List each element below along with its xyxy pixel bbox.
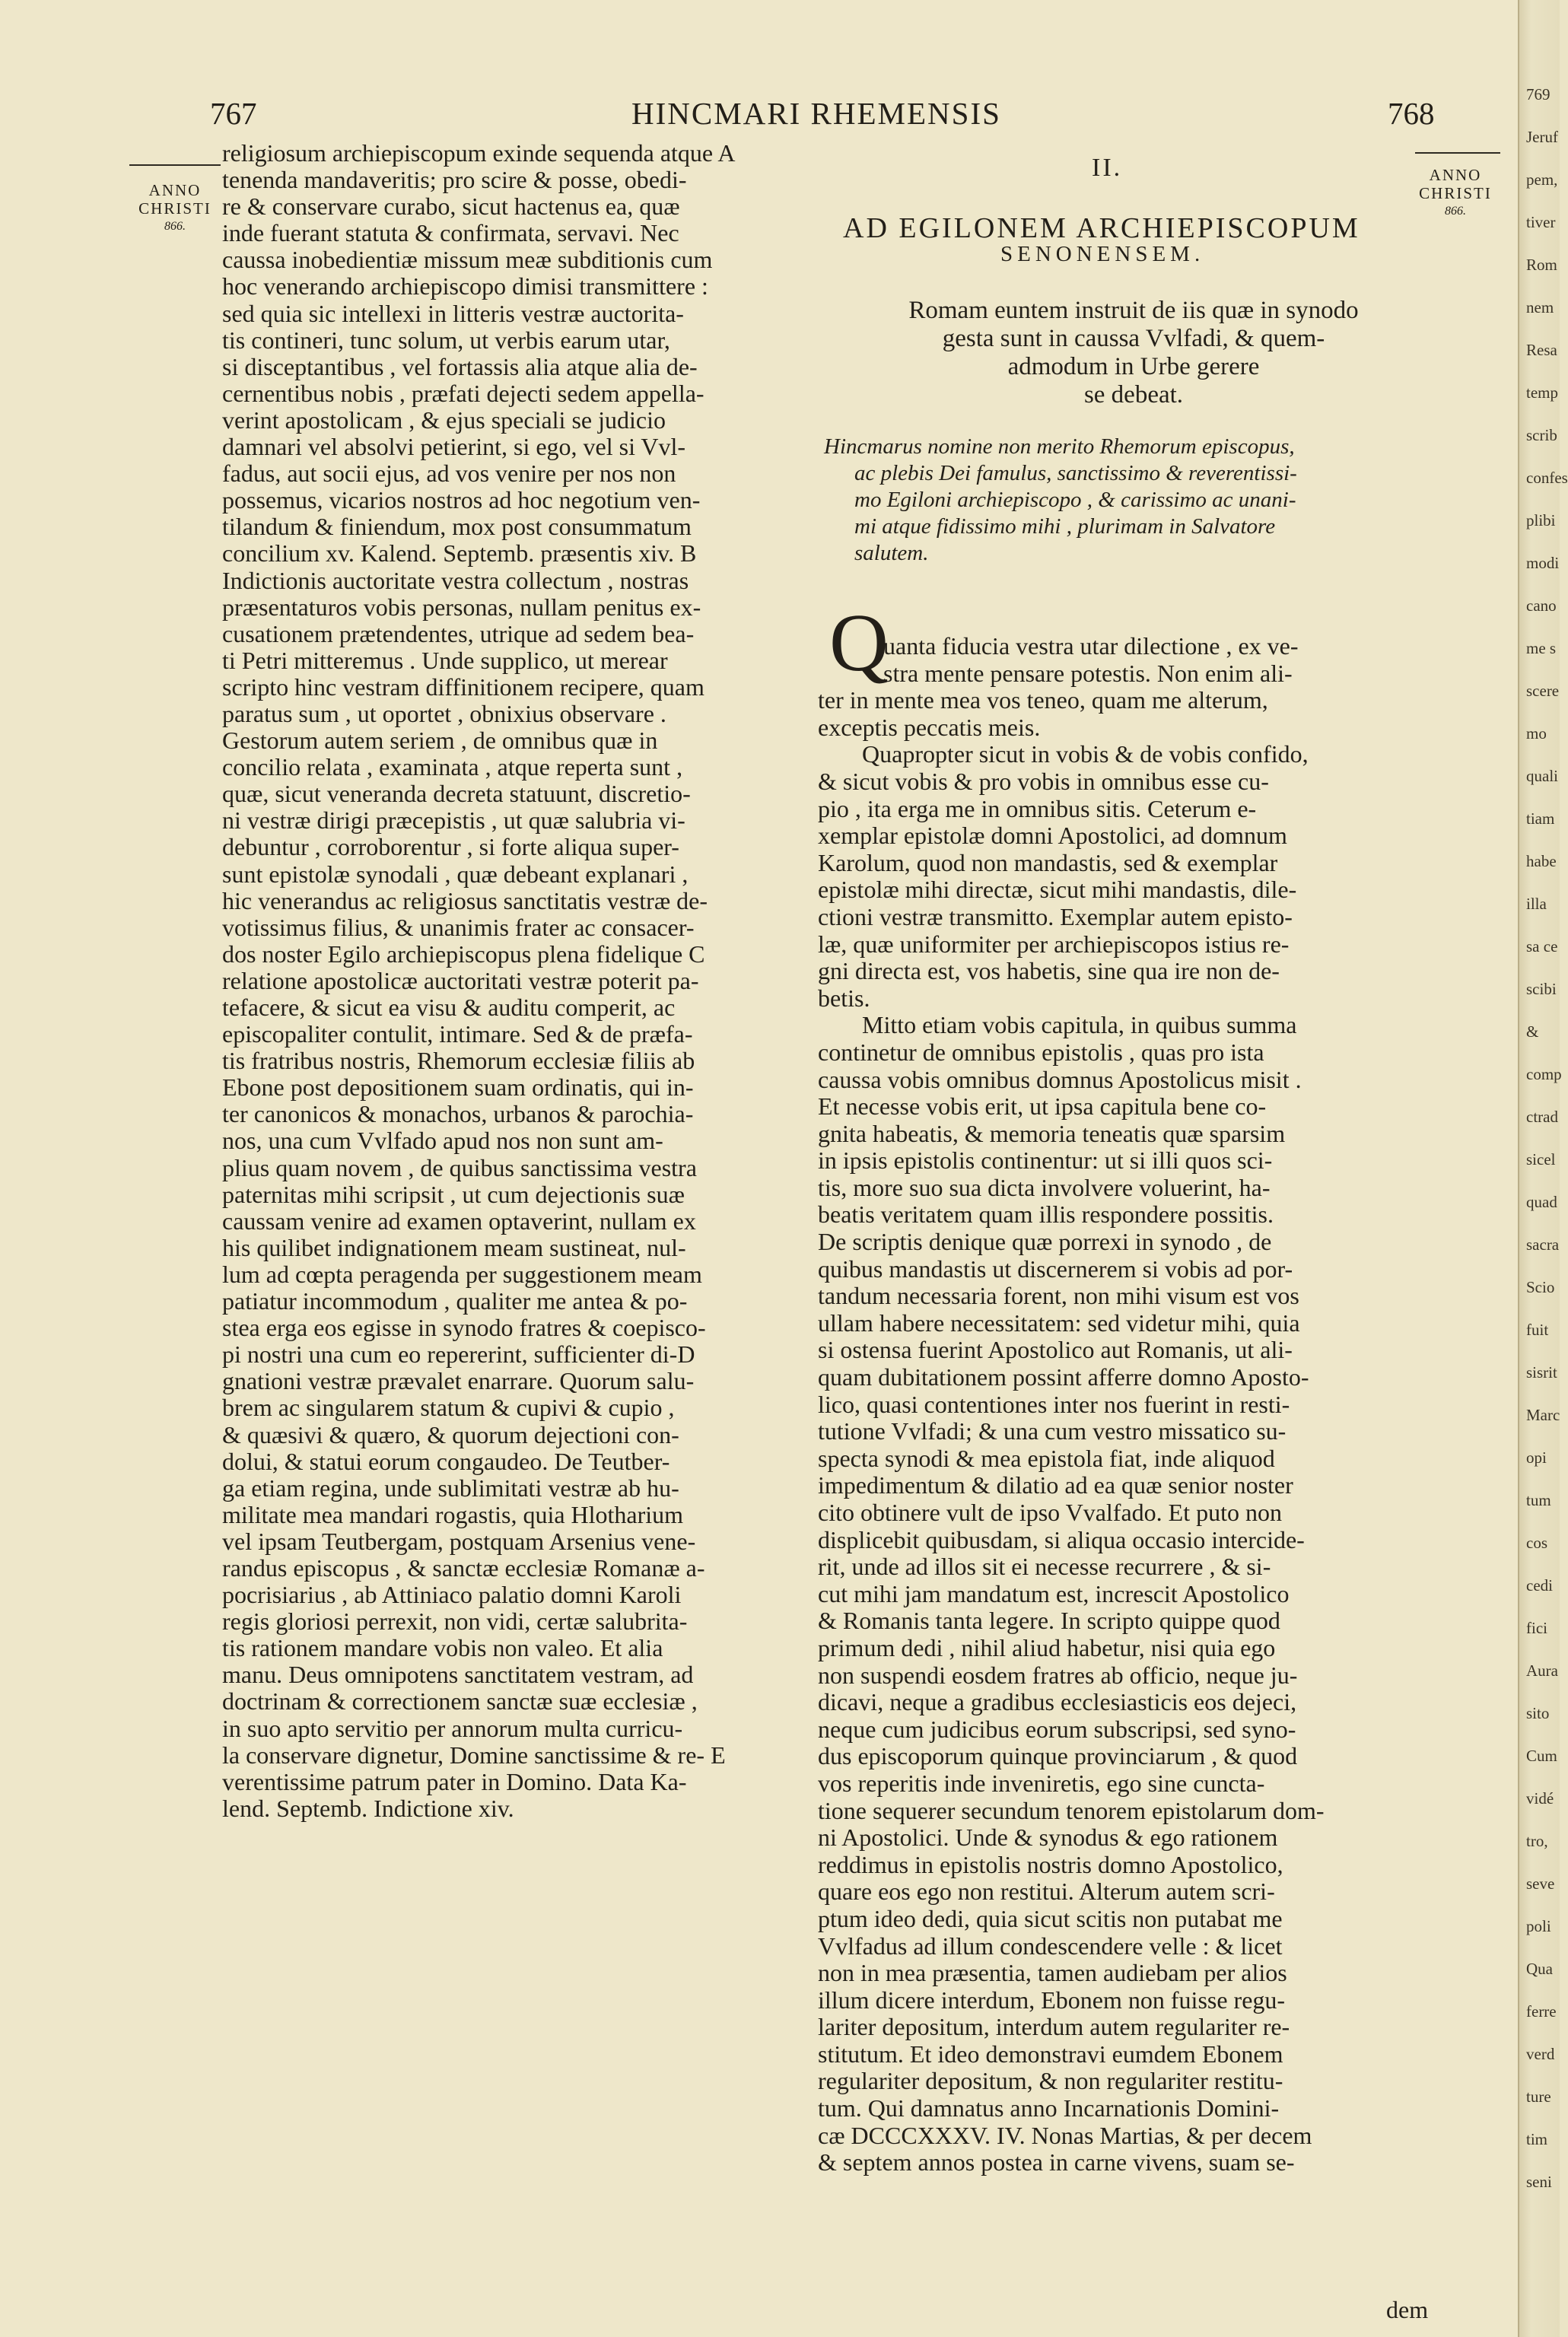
text-line: lend. Septemb. Indictione xiv. <box>222 1794 514 1822</box>
text-line: displicebit quibusdam, si aliqua occasio intercide- <box>818 1525 1305 1553</box>
text-line: tilandum & finiendum, mox post consummatum <box>222 513 692 541</box>
text-line: impedimentum & dilatio ad ea quæ senior noster <box>818 1471 1293 1499</box>
text-line: & Romanis tanta legere. In scripto quippe quod <box>818 1607 1280 1635</box>
text-line: paternitas mihi scripsit , ut cum dejectionis suæ <box>222 1180 685 1208</box>
edge-fragment: sacra <box>1526 1235 1560 1254</box>
margin-anno: ANNO <box>1429 166 1482 184</box>
text-line: possemus, vicarios nostros ad hoc negotium ven- <box>222 486 701 514</box>
text-line: Vvlfadus ad illum condescendere velle : & licet <box>818 1932 1283 1960</box>
text-line: ter canonicos & monachos, urbanos & parochia- <box>222 1100 694 1128</box>
text-line: in suo apto servitio per annorum multa curricu- <box>222 1714 683 1742</box>
edge-fragment: tim <box>1526 2130 1548 2148</box>
text-line: Gestorum autem seriem , de omnibus quæ in <box>222 727 658 755</box>
edge-fragment: Aura <box>1526 1661 1558 1680</box>
text-line: tis, more suo sua dicta involvere voluerint, ha- <box>818 1173 1271 1201</box>
text-line: pi nostri una cum eo repererint, sufficienter di-D <box>222 1340 695 1369</box>
text-line: Et necesse vobis erit, ut ipsa capitula bene co- <box>818 1092 1267 1121</box>
salutation-line: mi atque fidissimo mihi , plurimam in Salvatore <box>854 514 1276 539</box>
margin-rule-right <box>1415 152 1500 154</box>
edge-fragment: Marc <box>1526 1406 1560 1424</box>
summary-line: gesta sunt in caussa Vvlfadi, & quem- <box>942 325 1325 352</box>
edge-fragment: illa <box>1526 895 1547 913</box>
edge-fragment: seni <box>1526 2173 1552 2191</box>
text-line: non in mea præsentia, tamen audiebam per alios <box>818 1959 1287 1987</box>
edge-fragment: quad <box>1526 1193 1557 1211</box>
edge-fragment: habe <box>1526 852 1557 870</box>
edge-fragment: temp <box>1526 383 1558 402</box>
text-line: quibus mandastis ut discernerem si vobis ad por- <box>818 1254 1293 1283</box>
edge-fragment: verd <box>1526 2045 1555 2063</box>
text-line: ti Petri mitteremus . Unde supplico, ut merear <box>222 646 668 674</box>
text-line: epistolæ mihi directæ, sicut mihi mandastis, dile- <box>818 876 1297 904</box>
running-head-title: HINCMARI RHEMENSIS <box>631 96 1001 131</box>
summary-line: se debeat. <box>1083 381 1184 409</box>
margin-note-right <box>1414 166 1497 221</box>
edge-fragment: cano <box>1526 596 1557 615</box>
text-line: non suspendi eosdem fratres ab officio, neque ju- <box>818 1661 1298 1689</box>
text-line: paratus sum , ut oportet , obnixius observare . <box>222 699 666 727</box>
edge-fragment: comp <box>1526 1065 1562 1083</box>
text-line: tum. Qui damnatus anno Incarnationis Domini- <box>818 2094 1280 2122</box>
text-line: specta synodi & mea epistola fiat, inde aliquod <box>818 1444 1275 1472</box>
text-line: exceptis peccatis meis. <box>818 713 1041 741</box>
edge-fragment: tiam <box>1526 809 1555 828</box>
section-title: AD EGILONEM ARCHIEPISCOPUM <box>843 212 1360 244</box>
left-text-column <box>222 140 814 1822</box>
edge-fragment: scibi <box>1526 980 1557 998</box>
text-line: la conservare dignetur, Domine sanctissime & re- E <box>222 1741 726 1769</box>
text-line: concilio relata , examinata , atque reperta sunt , <box>222 753 683 781</box>
text-line: fadus, aut socii ejus, ad vos venire per nos non <box>222 459 676 488</box>
text-line: sunt epistolæ synodali , quæ debeant explanari , <box>222 860 689 888</box>
text-line: & quæsivi & quæro, & quorum dejectioni con- <box>222 1420 679 1448</box>
edge-fragment: confes <box>1526 469 1568 487</box>
text-line: caussa inobedientiæ missum meæ subditionis cum <box>222 246 713 274</box>
page-number-left: 767 <box>210 96 257 131</box>
edge-fragment: Cum <box>1526 1747 1557 1765</box>
text-line: in ipsis epistolis continentur: ut si illi quos sci- <box>818 1146 1273 1175</box>
text-line: cernentibus nobis , præfati dejecti sedem appella- <box>222 379 704 407</box>
edge-fragment: cedi <box>1526 1576 1553 1595</box>
text-line: Mitto etiam vobis capitula, in quibus summa <box>862 1011 1297 1039</box>
edge-fragment: sicel <box>1526 1150 1556 1168</box>
edge-fragment: Resa <box>1526 341 1557 359</box>
text-line: damnari vel absolvi petierint, si ego, vel si Vvl- <box>222 433 686 461</box>
text-line: manu. Deus omnipotens sanctitatem vestram, ad <box>222 1661 694 1689</box>
text-line: concilium xv. Kalend. Septemb. præsentis xiv. B <box>222 539 697 568</box>
text-line: cito obtinere vult de ipso Vvalfado. Et puto non <box>818 1499 1282 1526</box>
text-line: regis gloriosi perrexit, non vidi, certæ salubrita- <box>222 1607 688 1636</box>
edge-fragment: scere <box>1526 682 1560 700</box>
text-line: si disceptantibus , vel fortassis alia atque alia de- <box>222 352 698 380</box>
text-line: lum ad cœpta peragenda per suggestionem meam <box>222 1260 702 1288</box>
text-line: gnationi vestræ prævalet enarrare. Quorum salu- <box>222 1367 695 1395</box>
salutation <box>824 434 1297 567</box>
text-line: Quapropter sicut in vobis & de vobis confido, <box>862 740 1309 768</box>
text-line: xemplar epistolæ domni Apostolici, ad domnum <box>818 822 1287 850</box>
margin-rule-left <box>129 164 221 166</box>
text-line: lariter depositum, interdum autem regulariter re- <box>818 2013 1290 2041</box>
text-line: dolui, & statui eorum congaudeo. De Teutber- <box>222 1447 670 1475</box>
catchword: dem <box>1386 2296 1429 2323</box>
text-line: Karolum, quod non mandastis, sed & exemplar <box>818 848 1278 876</box>
text-line: tione sequerer secundum tenorem epistolarum dom- <box>818 1796 1325 1824</box>
edge-fragment: Rom <box>1526 256 1557 274</box>
text-line: pocrisiarius , ab Attiniaco palatio domni Karoli <box>222 1581 682 1609</box>
text-line: ter in mente mea vos teneo, quam me alterum, <box>818 686 1268 714</box>
text-line: illum dicere interdum, Ebonem non fuisse regu- <box>818 1986 1286 2014</box>
text-line: ni Apostolici. Unde & synodus & ego rationem <box>818 1823 1278 1852</box>
text-line: ullam habere necessitatem: sed videtur mihi, quia <box>818 1308 1300 1337</box>
text-line: nos, una cum Vvlfado apud nos non sunt am- <box>222 1127 663 1155</box>
edge-fragment: sito <box>1526 1704 1550 1722</box>
section-subtitle: SENONENSEM. <box>1000 242 1205 266</box>
text-line: verentissime patrum pater in Domino. Data Ka- <box>222 1767 687 1795</box>
text-line: his quilibet indignationem meam sustineat, nul- <box>222 1233 686 1261</box>
salutation-line: ac plebis Dei famulus, sanctissimo & reverentissi- <box>854 461 1297 485</box>
margin-year: 866. <box>1445 205 1466 218</box>
edge-fragment: tiver <box>1526 213 1556 231</box>
salutation-line: salutem. <box>854 541 929 565</box>
text-line: quam dubitationem possint afferre domno Aposto- <box>818 1363 1309 1391</box>
text-line: debuntur , corroborentur , si forte aliqua super- <box>222 833 679 861</box>
text-line: dus episcoporum quinque provinciarum , & quod <box>818 1742 1298 1770</box>
edge-fragment: sisrit <box>1526 1363 1557 1382</box>
edge-fragment: opi <box>1526 1448 1547 1467</box>
edge-fragment: plibi <box>1526 511 1556 529</box>
text-line: & septem annos postea in carne vivens, suam se- <box>818 2148 1295 2176</box>
edge-fragment: Jeruf <box>1526 128 1558 146</box>
text-line: Indictionis auctoritate vestra collectum , nostras <box>222 566 689 594</box>
text-line: re & conservare curabo, sicut hactenus ea, quæ <box>222 192 680 221</box>
text-line: vos reperitis inde inveniretis, ego sine cuncta- <box>818 1769 1265 1797</box>
text-line: brem ac singularem statum & cupivi & cupio , <box>222 1394 675 1422</box>
text-line: hoc venerando archiepiscopo dimisi transmittere : <box>222 272 708 300</box>
text-line: præsentaturos vobis personas, nullam penitus ex- <box>222 593 701 621</box>
text-line: lico, quasi contentiones inter nos fuerint in resti- <box>818 1390 1290 1418</box>
salutation-line: Hincmarus nomine non merito Rhemorum episcopus, <box>824 434 1295 459</box>
edge-fragment: me s <box>1526 639 1557 657</box>
text-line: tutione Vvlfadi; & una cum vestro missatico su- <box>818 1417 1287 1445</box>
drop-cap: Q <box>829 598 889 688</box>
text-line: sed quia sic intellexi in litteris vestræ auctorita- <box>222 299 684 327</box>
text-line: vel ipsam Teutbergam, postquam Arsenius vene- <box>222 1527 696 1555</box>
text-line: ga etiam regina, unde sublimitati vestræ ab hu- <box>222 1474 679 1502</box>
edge-fragment: sa ce <box>1526 937 1558 955</box>
text-line: dicavi, neque a gradibus ecclesiasticis eos dejeci, <box>818 1688 1297 1716</box>
margin-year: 866. <box>164 220 186 233</box>
edge-fragment: 769 <box>1526 85 1551 103</box>
text-line: plius quam novem , de quibus sanctissima vestra <box>222 1153 697 1181</box>
text-line: quare eos ego non restitui. Alterum autem scri- <box>818 1878 1275 1906</box>
text-line: militate mea mandari rogastis, quia Hlotharium <box>222 1500 684 1528</box>
text-line: votissimus filius, & unanimis frater ac consacer- <box>222 913 695 941</box>
text-line: hic venerandus ac religiosus sanctitatis vestræ de- <box>222 886 708 914</box>
text-line: cæ DCCCXXXV. IV. Nonas Martias, & per decem <box>818 2121 1312 2149</box>
text-line: tefacere, & sicut ea visu & auditu comperit, ac <box>222 994 676 1021</box>
right-text-column <box>818 633 1449 2176</box>
edge-fragment: fuit <box>1526 1321 1549 1339</box>
page-number-right: 768 <box>1388 96 1435 131</box>
text-line: ptum ideo dedi, quia sicut scitis non putabat me <box>818 1904 1283 1932</box>
text-line: stea erga eos egisse in synodo fratres & coepisco- <box>222 1314 706 1342</box>
margin-anno: ANNO <box>148 181 202 199</box>
text-line: scripto hinc vestram diffinitionem recipere, quam <box>222 672 704 701</box>
text-line: caussa vobis omnibus domnus Apostolicus misit . <box>818 1065 1302 1093</box>
text-line: tis contineri, tunc solum, ut verbis earum utar, <box>222 326 670 354</box>
edge-fragment: scrib <box>1526 426 1557 444</box>
text-line: betis. <box>818 984 870 1012</box>
text-line: episcopaliter contulit, intimare. Sed & de præfa- <box>222 1020 693 1048</box>
text-line: doctrinam & correctionem sanctæ suæ ecclesiæ , <box>222 1687 698 1715</box>
text-line: si ostensa fuerint Apostolico aut Romanis, ut ali- <box>818 1336 1293 1364</box>
edge-fragment: pem, <box>1526 170 1558 189</box>
text-line: gnita habeatis, & memoria teneatis quæ sparsim <box>818 1119 1286 1147</box>
text-line: beatis veritatem quam illis respondere possitis. <box>818 1200 1274 1229</box>
section-summary <box>814 297 1453 409</box>
text-line: inde fuerant statuta & confirmata, servavi. Nec <box>222 219 679 247</box>
edge-fragment: Scio <box>1526 1278 1555 1296</box>
text-line: & sicut vobis & pro vobis in omnibus esse cu- <box>818 767 1269 795</box>
edge-fragment: ferre <box>1526 2002 1557 2021</box>
edge-fragment: seve <box>1526 1874 1555 1893</box>
text-line: De scriptis denique quæ porrexi in synodo , de <box>818 1228 1272 1256</box>
salutation-line: mo Egiloni archiepiscopo , & carissimo ac unani- <box>854 488 1296 512</box>
text-line: tenenda mandaveritis; pro scire & posse, obedi- <box>222 166 687 194</box>
edge-fragment: modi <box>1526 554 1560 572</box>
edge-fragment: cos <box>1526 1534 1547 1552</box>
edge-fragment: tum <box>1526 1491 1551 1509</box>
text-line: læ, quæ uniformiter per archiepiscopos istius re- <box>818 930 1290 958</box>
text-line: tandum necessaria forent, non mihi visum est vos <box>818 1282 1299 1310</box>
edge-fragment: ctrad <box>1526 1108 1558 1126</box>
summary-line: Romam euntem instruit de iis quæ in synodo <box>908 297 1359 324</box>
text-line: quæ, sicut veneranda decreta statuunt, discretio- <box>222 780 691 808</box>
text-line: religiosum archiepiscopum exinde sequenda atque A <box>222 139 736 167</box>
text-line: neque cum judicibus eorum subscripsi, sed syno- <box>818 1715 1296 1743</box>
text-line: pio , ita erga me in omnibus sitis. Ceterum e- <box>818 794 1257 822</box>
text-line: primum dedi , nihil aliud habetur, nisi quia ego <box>818 1633 1276 1661</box>
text-line: patiatur incommodum , qualiter me antea & po- <box>222 1287 688 1315</box>
text-line: continetur de omnibus epistolis , quas pro ista <box>818 1038 1264 1066</box>
text-line: regulariter depositum, & non regulariter restitu- <box>818 2067 1283 2095</box>
text-line: reddimus in epistolis nostris domno Apostolico, <box>818 1850 1283 1878</box>
text-line: tis rationem mandare vobis non valeo. Et alia <box>222 1634 663 1662</box>
text-line: randus episcopus , & sanctæ ecclesiæ Romanæ a- <box>222 1553 705 1582</box>
edge-fragment: nem <box>1526 298 1554 316</box>
section-number: II. <box>1092 154 1123 182</box>
margin-christi: CHRISTI <box>1419 184 1492 202</box>
text-line: dos noster Egilo archiepiscopus plena fidelique C <box>222 940 705 968</box>
edge-fragment: ture <box>1526 2087 1551 2106</box>
text-line: cut mihi jam mandatum est, increscit Apostolico <box>818 1579 1290 1607</box>
text-line: stra mente pensare potestis. Non enim ali- <box>883 659 1293 687</box>
margin-christi: CHRISTI <box>138 199 212 218</box>
text-line: ni vestræ dirigi præcepistis , ut quæ salubria vi- <box>222 806 685 835</box>
edge-fragment: mo <box>1526 724 1547 742</box>
edge-fragment: Qua <box>1526 1960 1553 1978</box>
edge-fragment: poli <box>1526 1917 1551 1935</box>
text-line: stitutum. Et ideo demonstravi eumdem Ebonem <box>818 2040 1283 2068</box>
edge-fragment: fici <box>1526 1619 1547 1637</box>
text-line: tis fratribus nostris, Rhemorum ecclesiæ filiis ab <box>222 1047 695 1075</box>
text-line: Ebone post depositionem suam ordinatis, qui in- <box>222 1073 694 1102</box>
edge-fragment: tro, <box>1526 1832 1548 1850</box>
text-line: caussam venire ad examen optaverint, nullam ex <box>222 1207 696 1235</box>
text-line: relatione apostolicæ auctoritati vestræ poterit pa- <box>222 966 699 994</box>
text-line: rit, unde ad illos sit ei necesse recurrere , & si- <box>818 1553 1271 1581</box>
text-line: ctioni vestræ transmitto. Exemplar autem episto- <box>818 902 1293 930</box>
edge-fragment: vidé <box>1526 1789 1554 1808</box>
edge-fragment: quali <box>1526 767 1558 785</box>
text-line: gni directa est, vos habetis, sine qua ire non de- <box>818 957 1280 985</box>
text-line: verint apostolicam , & ejus speciali se judicio <box>222 405 666 434</box>
text-line: uanta fiducia vestra utar dilectione , ex ve- <box>883 632 1299 660</box>
text-line: cusationem prætendentes, utrique ad sedem bea- <box>222 619 695 647</box>
summary-line: admodum in Urbe gerere <box>1007 353 1260 380</box>
edge-fragment: & <box>1526 1022 1539 1041</box>
margin-note-left <box>133 181 217 236</box>
